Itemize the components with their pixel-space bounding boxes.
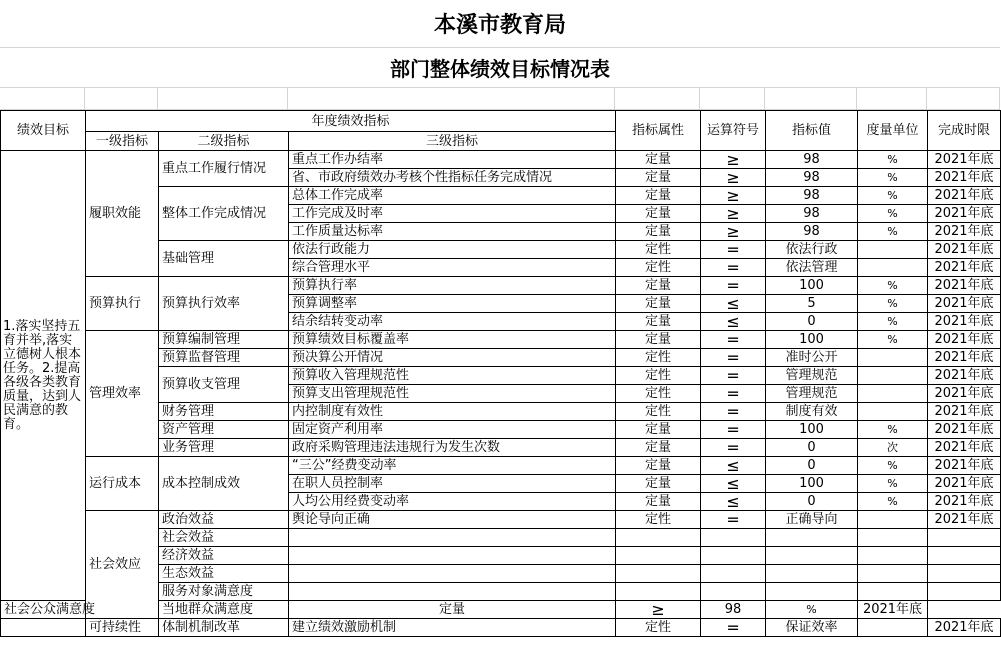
operator-cell: ≥ (701, 205, 766, 223)
unit-cell: % (858, 187, 928, 205)
operator-cell: = (701, 349, 766, 367)
deadline-cell: 2021年底 (928, 277, 1001, 295)
unit-cell: % (858, 457, 928, 475)
level3-cell: 预算收入管理规范性 (289, 367, 616, 385)
deadline-cell (928, 565, 1001, 583)
deadline-cell (928, 583, 1001, 601)
unit-cell (858, 529, 928, 547)
unit-cell: % (858, 151, 928, 169)
unit-cell: % (858, 331, 928, 349)
operator-cell (701, 529, 766, 547)
operator-cell: ≤ (701, 457, 766, 475)
header-row (1, 111, 1001, 132)
deadline-cell: 2021年底 (928, 313, 1001, 331)
value-cell: 管理规范 (766, 385, 858, 403)
attribute-cell: 定量 (616, 493, 701, 511)
level2-cell: 服务对象满意度 (159, 583, 289, 601)
level2-cell: 财务管理 (159, 403, 289, 421)
value-cell (766, 583, 858, 601)
attribute-cell: 定量 (616, 205, 701, 223)
table-row (1, 277, 1001, 295)
unit-cell (858, 367, 928, 385)
attribute-cell: 定量 (616, 151, 701, 169)
operator-cell: ≥ (701, 223, 766, 241)
value-cell: 0 (766, 313, 858, 331)
level1-cell: 履职效能 (86, 151, 159, 277)
operator-cell: = (701, 511, 766, 529)
level1-cell: 可持续性 (86, 619, 159, 637)
unit-cell: % (858, 421, 928, 439)
level3-cell (289, 565, 616, 583)
header-value: 指标值 (766, 111, 858, 151)
deadline-cell: 2021年底 (928, 367, 1001, 385)
level2-cell: 整体工作完成情况 (159, 187, 289, 241)
level3-cell: 舆论导向正确 (289, 511, 616, 529)
operator-cell (701, 583, 766, 601)
operator-cell: ≥ (701, 187, 766, 205)
attribute-cell: 定量 (289, 601, 616, 619)
operator-cell: = (701, 241, 766, 259)
level3-cell: 预算调整率 (289, 295, 616, 313)
level3-cell (289, 529, 616, 547)
level3-cell: 当地群众满意度 (159, 601, 289, 619)
attribute-cell: 定性 (616, 511, 701, 529)
operator-cell: ≤ (701, 475, 766, 493)
value-cell: 依法行政 (766, 241, 858, 259)
value-cell: 98 (701, 601, 766, 619)
level3-cell: 在职人员控制率 (289, 475, 616, 493)
level3-cell: 省、市政府绩效办考核个性指标任务完成情况 (289, 169, 616, 187)
table-row (1, 511, 1001, 529)
attribute-cell (616, 529, 701, 547)
level2-cell: 社会公众满意度 (1, 601, 86, 619)
level3-cell: 预算绩效目标覆盖率 (289, 331, 616, 349)
attribute-cell: 定量 (616, 295, 701, 313)
deadline-cell: 2021年底 (928, 169, 1001, 187)
level3-cell: 预决算公开情况 (289, 349, 616, 367)
unit-cell (858, 565, 928, 583)
attribute-cell: 定性 (616, 241, 701, 259)
level3-cell: “三公”经费变动率 (289, 457, 616, 475)
value-cell: 0 (766, 457, 858, 475)
attribute-cell: 定量 (616, 223, 701, 241)
table-title: 部门整体绩效目标情况表 (0, 48, 1000, 88)
deadline-cell: 2021年底 (928, 385, 1001, 403)
deadline-cell: 2021年底 (928, 511, 1001, 529)
goal-blank-cell (1, 619, 86, 637)
unit-cell (858, 547, 928, 565)
deadline-cell (928, 529, 1001, 547)
attribute-cell: 定量 (616, 187, 701, 205)
deadline-cell: 2021年底 (928, 349, 1001, 367)
deadline-cell: 2021年底 (928, 205, 1001, 223)
value-cell: 100 (766, 421, 858, 439)
level3-cell: 工作完成及时率 (289, 205, 616, 223)
level2-cell: 资产管理 (159, 421, 289, 439)
level1-cell: 预算执行 (86, 277, 159, 331)
unit-cell: % (858, 313, 928, 331)
value-cell: 5 (766, 295, 858, 313)
unit-cell: 次 (858, 439, 928, 457)
unit-cell (858, 349, 928, 367)
operator-cell (701, 547, 766, 565)
value-cell: 依法管理 (766, 259, 858, 277)
operator-cell: = (701, 259, 766, 277)
deadline-cell: 2021年底 (928, 421, 1001, 439)
level3-cell: 综合管理水平 (289, 259, 616, 277)
unit-cell (858, 241, 928, 259)
operator-cell (701, 565, 766, 583)
operator-cell: ≥ (616, 601, 701, 619)
attribute-cell: 定量 (616, 313, 701, 331)
operator-cell: ≥ (701, 169, 766, 187)
deadline-cell: 2021年底 (928, 331, 1001, 349)
deadline-cell: 2021年底 (928, 223, 1001, 241)
level3-cell: 政府采购管理违法违规行为发生次数 (289, 439, 616, 457)
operator-cell: = (701, 619, 766, 637)
operator-cell: = (701, 421, 766, 439)
unit-cell (858, 511, 928, 529)
value-cell: 100 (766, 475, 858, 493)
deadline-cell (928, 547, 1001, 565)
level2-cell: 重点工作履行情况 (159, 151, 289, 187)
header-attribute: 指标属性 (616, 111, 701, 151)
level2-cell: 体制机制改革 (159, 619, 289, 637)
unit-cell: % (858, 475, 928, 493)
level1-cell: 社会效应 (86, 511, 159, 619)
unit-cell (858, 385, 928, 403)
operator-cell: = (701, 331, 766, 349)
unit-cell: % (858, 169, 928, 187)
value-cell: 98 (766, 187, 858, 205)
attribute-cell: 定量 (616, 169, 701, 187)
attribute-cell (616, 565, 701, 583)
attribute-cell: 定量 (616, 277, 701, 295)
value-cell: 98 (766, 223, 858, 241)
value-cell: 制度有效 (766, 403, 858, 421)
operator-cell: ≤ (701, 493, 766, 511)
header-operator: 运算符号 (701, 111, 766, 151)
attribute-cell: 定量 (616, 457, 701, 475)
attribute-cell: 定量 (616, 475, 701, 493)
deadline-cell: 2021年底 (928, 403, 1001, 421)
unit-cell: % (858, 223, 928, 241)
operator-cell: = (701, 439, 766, 457)
table-row (1, 457, 1001, 475)
level2-cell: 生态效益 (159, 565, 289, 583)
value-cell: 98 (766, 151, 858, 169)
level2-cell: 社会效益 (159, 529, 289, 547)
deadline-cell: 2021年底 (928, 457, 1001, 475)
level3-cell: 预算支出管理规范性 (289, 385, 616, 403)
deadline-cell: 2021年底 (928, 493, 1001, 511)
unit-cell (858, 403, 928, 421)
operator-cell: = (701, 403, 766, 421)
deadline-cell: 2021年底 (928, 439, 1001, 457)
attribute-cell: 定性 (616, 367, 701, 385)
level3-cell (289, 583, 616, 601)
level2-cell: 预算监督管理 (159, 349, 289, 367)
attribute-cell: 定性 (616, 349, 701, 367)
header-deadline: 完成时限 (928, 111, 1001, 151)
deadline-cell: 2021年底 (928, 259, 1001, 277)
attribute-cell: 定性 (616, 259, 701, 277)
unit-cell: % (858, 295, 928, 313)
level3-cell: 依法行政能力 (289, 241, 616, 259)
value-cell: 100 (766, 331, 858, 349)
operator-cell: ≥ (701, 151, 766, 169)
header-level1: 一级指标 (86, 132, 159, 151)
attribute-cell: 定性 (616, 619, 701, 637)
deadline-cell: 2021年底 (928, 475, 1001, 493)
operator-cell: = (701, 277, 766, 295)
attribute-cell: 定量 (616, 421, 701, 439)
level2-cell: 业务管理 (159, 439, 289, 457)
table-row (1, 619, 1001, 637)
unit-cell (858, 583, 928, 601)
unit-cell: % (858, 277, 928, 295)
operator-cell: = (701, 367, 766, 385)
operator-cell: ≤ (701, 295, 766, 313)
level2-cell: 预算收支管理 (159, 367, 289, 403)
level2-cell: 政治效益 (159, 511, 289, 529)
level2-cell: 基础管理 (159, 241, 289, 277)
value-cell (766, 565, 858, 583)
level3-cell: 内控制度有效性 (289, 403, 616, 421)
unit-cell (858, 619, 928, 637)
level1-cell: 运行成本 (86, 457, 159, 511)
performance-goal-table (0, 110, 1001, 637)
deadline-cell: 2021年底 (858, 601, 928, 619)
deadline-cell: 2021年底 (928, 151, 1001, 169)
organization-title: 本溪市教育局 (0, 0, 1000, 48)
unit-cell: % (858, 493, 928, 511)
level3-cell: 重点工作办结率 (289, 151, 616, 169)
level3-cell: 结余结转变动率 (289, 313, 616, 331)
deadline-cell: 2021年底 (928, 295, 1001, 313)
table-row (1, 151, 1001, 169)
deadline-cell: 2021年底 (928, 241, 1001, 259)
deadline-cell: 2021年底 (928, 619, 1001, 637)
value-cell: 100 (766, 277, 858, 295)
level3-cell: 总体工作完成率 (289, 187, 616, 205)
blank-spreadsheet-row (0, 88, 1000, 110)
level1-cell: 管理效率 (86, 331, 159, 457)
goal-text-cell: 1.落实坚持五育并举,落实立德树人根本任务。2.提高各级各类教育质量，达到人民满意的教育。 (1, 151, 86, 601)
operator-cell: = (701, 385, 766, 403)
header-annual-indicator: 年度绩效指标 (86, 111, 616, 132)
value-cell: 98 (766, 205, 858, 223)
value-cell: 保证效率 (766, 619, 858, 637)
value-cell: 0 (766, 493, 858, 511)
level2-cell: 预算执行效率 (159, 277, 289, 331)
level3-cell: 预算执行率 (289, 277, 616, 295)
attribute-cell (616, 547, 701, 565)
header-goal: 绩效目标 (1, 111, 86, 151)
unit-cell: % (766, 601, 858, 619)
level3-cell: 固定资产利用率 (289, 421, 616, 439)
level3-cell (289, 547, 616, 565)
deadline-cell: 2021年底 (928, 187, 1001, 205)
value-cell: 0 (766, 439, 858, 457)
attribute-cell (616, 583, 701, 601)
level2-cell: 经济效益 (159, 547, 289, 565)
operator-cell: ≤ (701, 313, 766, 331)
level3-cell: 工作质量达标率 (289, 223, 616, 241)
header-level3: 三级指标 (289, 132, 616, 151)
table-row (1, 331, 1001, 349)
value-cell (766, 547, 858, 565)
unit-cell: % (858, 205, 928, 223)
attribute-cell: 定性 (616, 385, 701, 403)
header-level2: 二级指标 (159, 132, 289, 151)
value-cell: 准时公开 (766, 349, 858, 367)
level2-cell: 预算编制管理 (159, 331, 289, 349)
level3-cell: 人均公用经费变动率 (289, 493, 616, 511)
header-unit: 度量单位 (858, 111, 928, 151)
value-cell (766, 529, 858, 547)
attribute-cell: 定量 (616, 331, 701, 349)
value-cell: 管理规范 (766, 367, 858, 385)
level2-cell: 成本控制成效 (159, 457, 289, 511)
value-cell: 98 (766, 169, 858, 187)
value-cell: 正确导向 (766, 511, 858, 529)
unit-cell (858, 259, 928, 277)
attribute-cell: 定性 (616, 403, 701, 421)
attribute-cell: 定量 (616, 439, 701, 457)
level3-cell: 建立绩效激励机制 (289, 619, 616, 637)
